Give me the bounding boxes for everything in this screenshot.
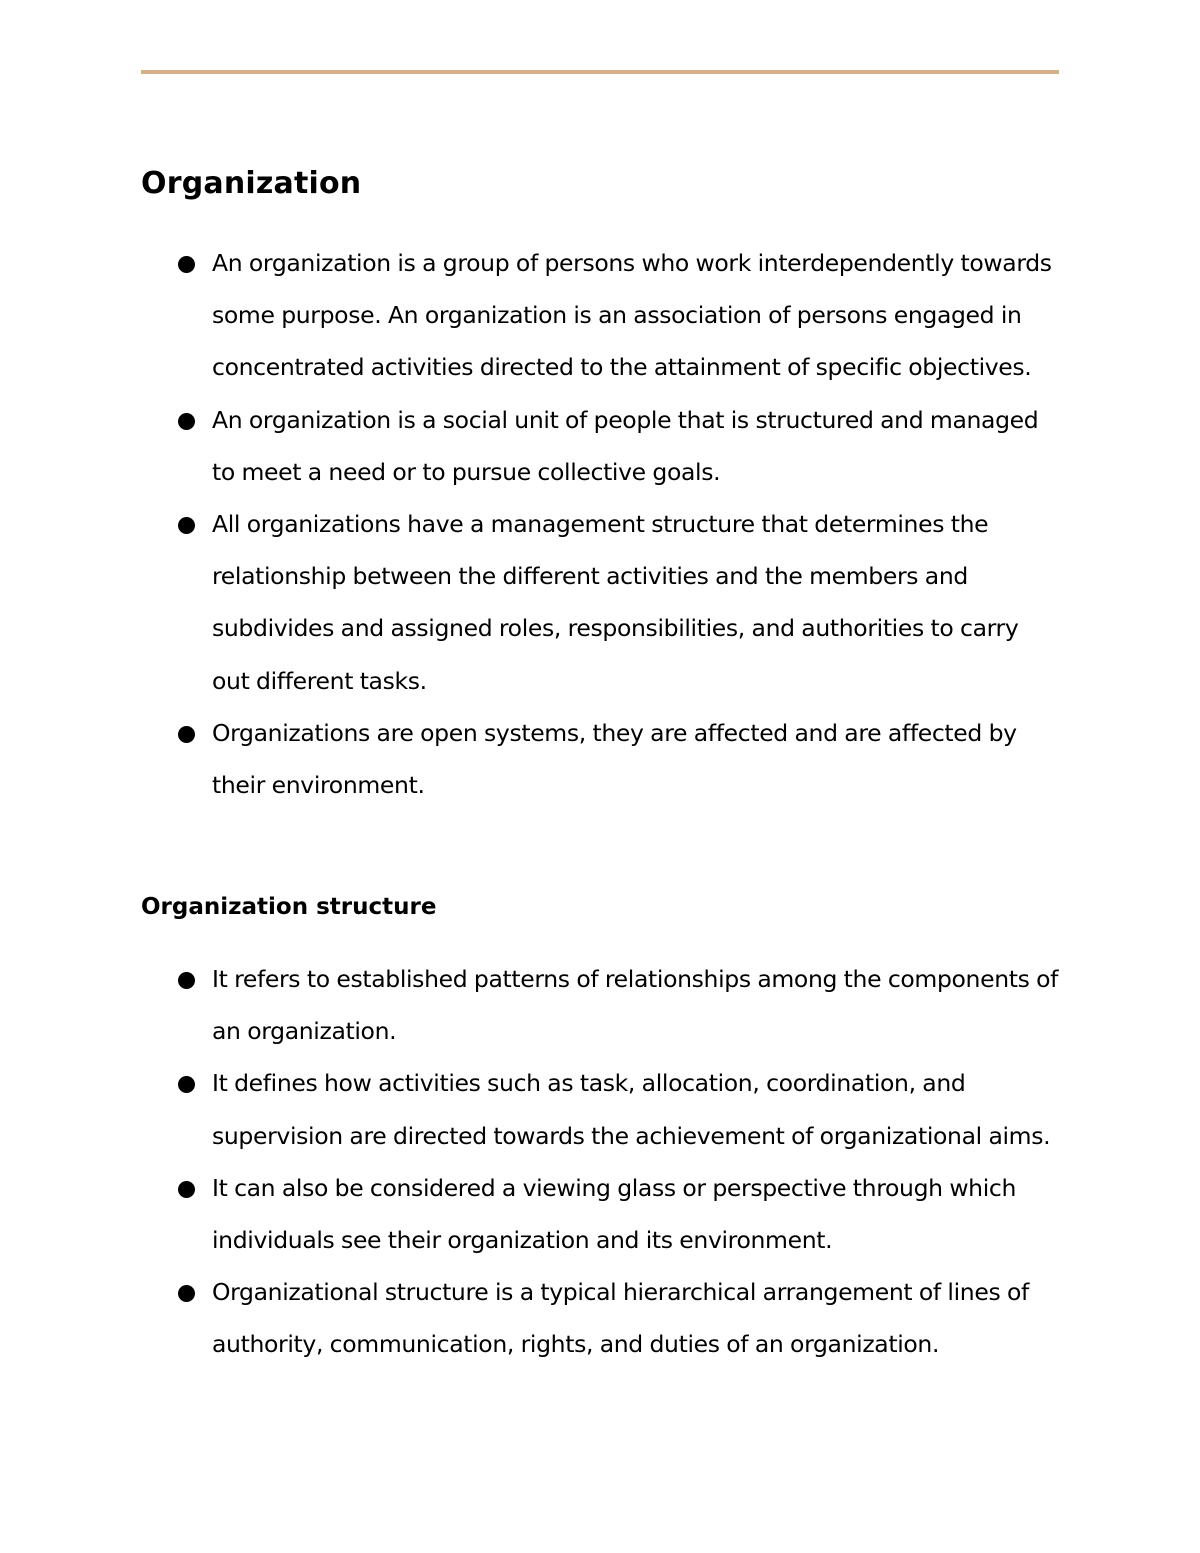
list-item-text: It refers to established patterns of relationships among the components of an organization.	[212, 965, 1059, 1046]
bullet-icon	[178, 1181, 195, 1198]
list-item	[0, 953, 1060, 1057]
bullet-icon	[178, 726, 195, 743]
list-item	[0, 394, 1060, 498]
list-item-text: Organizations are open systems, they are affected and are affected by their environment.	[212, 718, 1017, 800]
list-item	[0, 1162, 1060, 1266]
list-item-text: It defines how activities such as task, allocation, coordination, and supervision are directed towards the achievement of organizational aims.	[212, 1069, 1051, 1150]
bullet-icon	[178, 413, 195, 430]
section-title-organization-structure: Organization structure	[141, 894, 437, 920]
list-item-text: All organizations have a management structure that determines the relationship between the different activities and the members and subdivides and assigned roles, responsibilities, and authorities to carry out different tasks.	[212, 510, 1019, 695]
bullet-icon	[178, 1076, 195, 1093]
list-item	[0, 498, 1060, 707]
list-item-text: An organization is a social unit of people that is structured and managed to meet a need or to pursue collective goals.	[212, 405, 1039, 486]
header-rule	[141, 70, 1059, 74]
list-item	[0, 1266, 1060, 1370]
list-item	[0, 237, 1060, 394]
section-title-organization: Organization	[141, 166, 362, 201]
list-item-text: It can also be considered a viewing glass or perspective through which individuals see their organization and its environment.	[212, 1173, 1017, 1255]
organization-structure-bullet-list	[0, 953, 1200, 1371]
organization-bullet-list	[0, 237, 1200, 811]
list-item	[0, 707, 1060, 811]
bullet-icon	[178, 517, 195, 534]
list-item-text: Organizational structure is a typical hierarchical arrangement of lines of authority, communication, rights, and duties of an organization.	[212, 1278, 1029, 1359]
list-item-text: An organization is a group of persons who work interdependently towards some purpose. An organization is an association of persons engaged in concentrated activities directed to the attainment of specific objectives.	[212, 249, 1052, 382]
bullet-icon	[178, 972, 195, 989]
list-item	[0, 1057, 1060, 1161]
bullet-icon	[178, 1285, 195, 1302]
bullet-icon	[178, 256, 195, 273]
